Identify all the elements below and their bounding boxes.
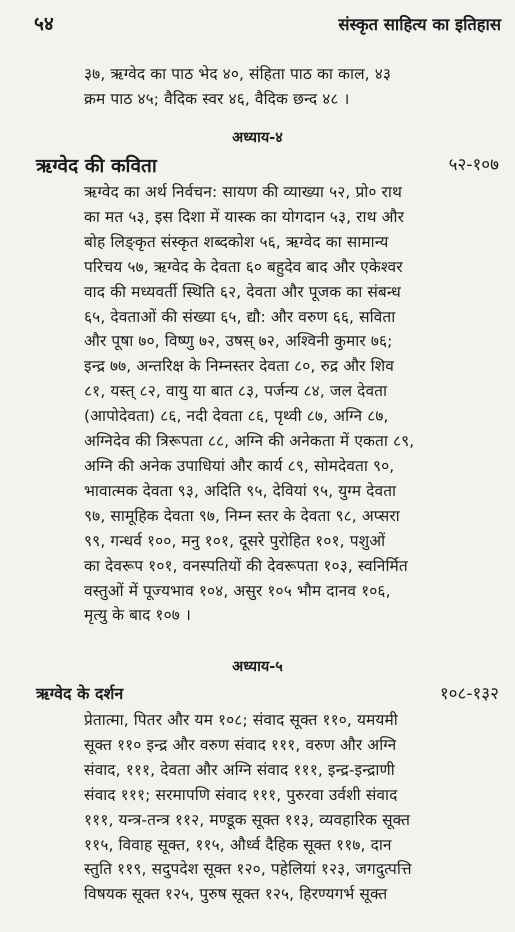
text-line: संवाद, १११, देवता और अग्नि संवाद १११, इन्द्र-इन्द्राणी [84,760,395,779]
text-line: क्रम पाठ ४५; वैदिक स्वर ४६, वैदिक छन्द ४८ । [84,89,350,108]
text-line: १११, यन्त्र-तन्त्र ११२, मण्डूक सूक्त ११३, व्यवहारिक सूक्त [84,810,410,829]
text-line: इन्द्र ७७, अन्तरिक्ष के निम्नस्तर देवता ८०, रुद्र और शिव [84,357,395,376]
text-line: भावात्मक देवता ९३, अदिति ९५, देवियां ९५, युग्म देवता [84,481,397,500]
text-line: वस्तुओं में पूज्यभाव १०४, असुर १०५ भौम दानव १०६, [84,581,391,600]
chapter-5-contents [84,708,412,907]
text-line: ३७, ऋग्वेद का पाठ भेद ४०, संहिता पाठ का काल, ४३ [84,65,392,83]
text-line: विषयक सूक्त १२५, पुरुष सूक्त १२५, हिरण्यगर्भ सूक्त [84,885,388,904]
chapter-4-label: अध्याय-४ [232,130,283,146]
chapter-5-page-range: १०८-१३२ [439,684,499,704]
chapter-5-heading [36,681,499,705]
text-line: ऋग्वेद का अर्थ निर्वचन: सायण की व्याख्या ५२, प्रो० राथ [84,183,403,201]
text-line: मृत्यु के बाद १०७ । [84,606,191,625]
text-line: बोह लिङ्कृत संस्कृत शब्दकोश ५६, ऋग्वेद का सामान्य [84,232,389,251]
running-title: संस्कृत साहित्य का इतिहास [338,15,501,34]
text-line: का मत ५३, इस दिशा में यास्क का योगदान ५३, राथ और [84,207,405,226]
text-line: अग्नि की अनेक उपाधियां और कार्य ८९, सोमदेवता ९०, [84,456,395,475]
chapter-4-heading [36,152,499,176]
page-header [34,10,501,36]
text-line: अग्निदेव की त्रिरूपता ८८, अग्नि की अनेकता में एकता ८९, [84,432,415,451]
text-line: स्तुति ११९, सदुपदेश सूक्त १२०, पहेलियां १२३, जगदुत्पत्ति [84,860,412,879]
chapter-5-title: ऋग्वेद के दर्शन [36,684,124,703]
intro-continuation [84,62,391,112]
chapter-4-page-range: ५२-१०७ [448,155,499,175]
text-line: संवाद १११; सरमापणि संवाद १११, पुरुरवा उर्वशी संवाद [84,785,398,804]
text-line: (आपोदेवता) ८६, नदी देवता ८६, पृथ्वी ८७, अग्नि ८७, [84,407,389,426]
chapter-4-title: ऋग्वेद की कविता [36,155,157,177]
text-line: का देवरूप १०१, वनस्पतियों की देवरूपता १०३, स्वनिर्मित [84,556,408,575]
chapter-4-contents [84,180,414,628]
text-line: सूक्त ११० इन्द्र और वरुण संवाद १११, वरुण और अग्नि [84,735,397,754]
text-line: ९९, गन्धर्व १००, मनु १०१, दूसरे पुरोहित १०१, पशुओं [84,531,386,550]
page-number: ५४ [34,13,54,35]
text-line: और पूषा ७०, विष्णु ७२, उषस् ७२, अश्विनी कुमार ७६; [84,332,393,351]
text-line: वाद की मध्यवर्ती स्थिति ६२, देवता और पूजक का संबन्ध [84,282,401,301]
chapter-5-label: अध्याय-५ [232,659,283,675]
text-line: प्रेतात्मा, पितर और यम १०८; संवाद सूक्त ११०, यमयमी [84,711,398,729]
text-line: परिचय ५७, ऋग्वेद के देवता ६० बहुदेव बाद और एकेश्वर [84,257,403,276]
text-line: ८१, यस्त् ८२, वायु या बात ८३, पर्जन्य ८४, जल देवता [84,382,388,401]
text-line: ९७, सामूहिक देवता ९७, निम्न स्तर के देवता ९८, अप्सरा [84,506,400,525]
text-line: ११५, विवाह सूक्त, ११५, और्ध्व दैहिक सूक्त ११७, दान [84,835,392,854]
text-line: ६५, देवताओं की संख्या ६५, द्यौ: और वरुण ६६, सविता [84,307,396,326]
